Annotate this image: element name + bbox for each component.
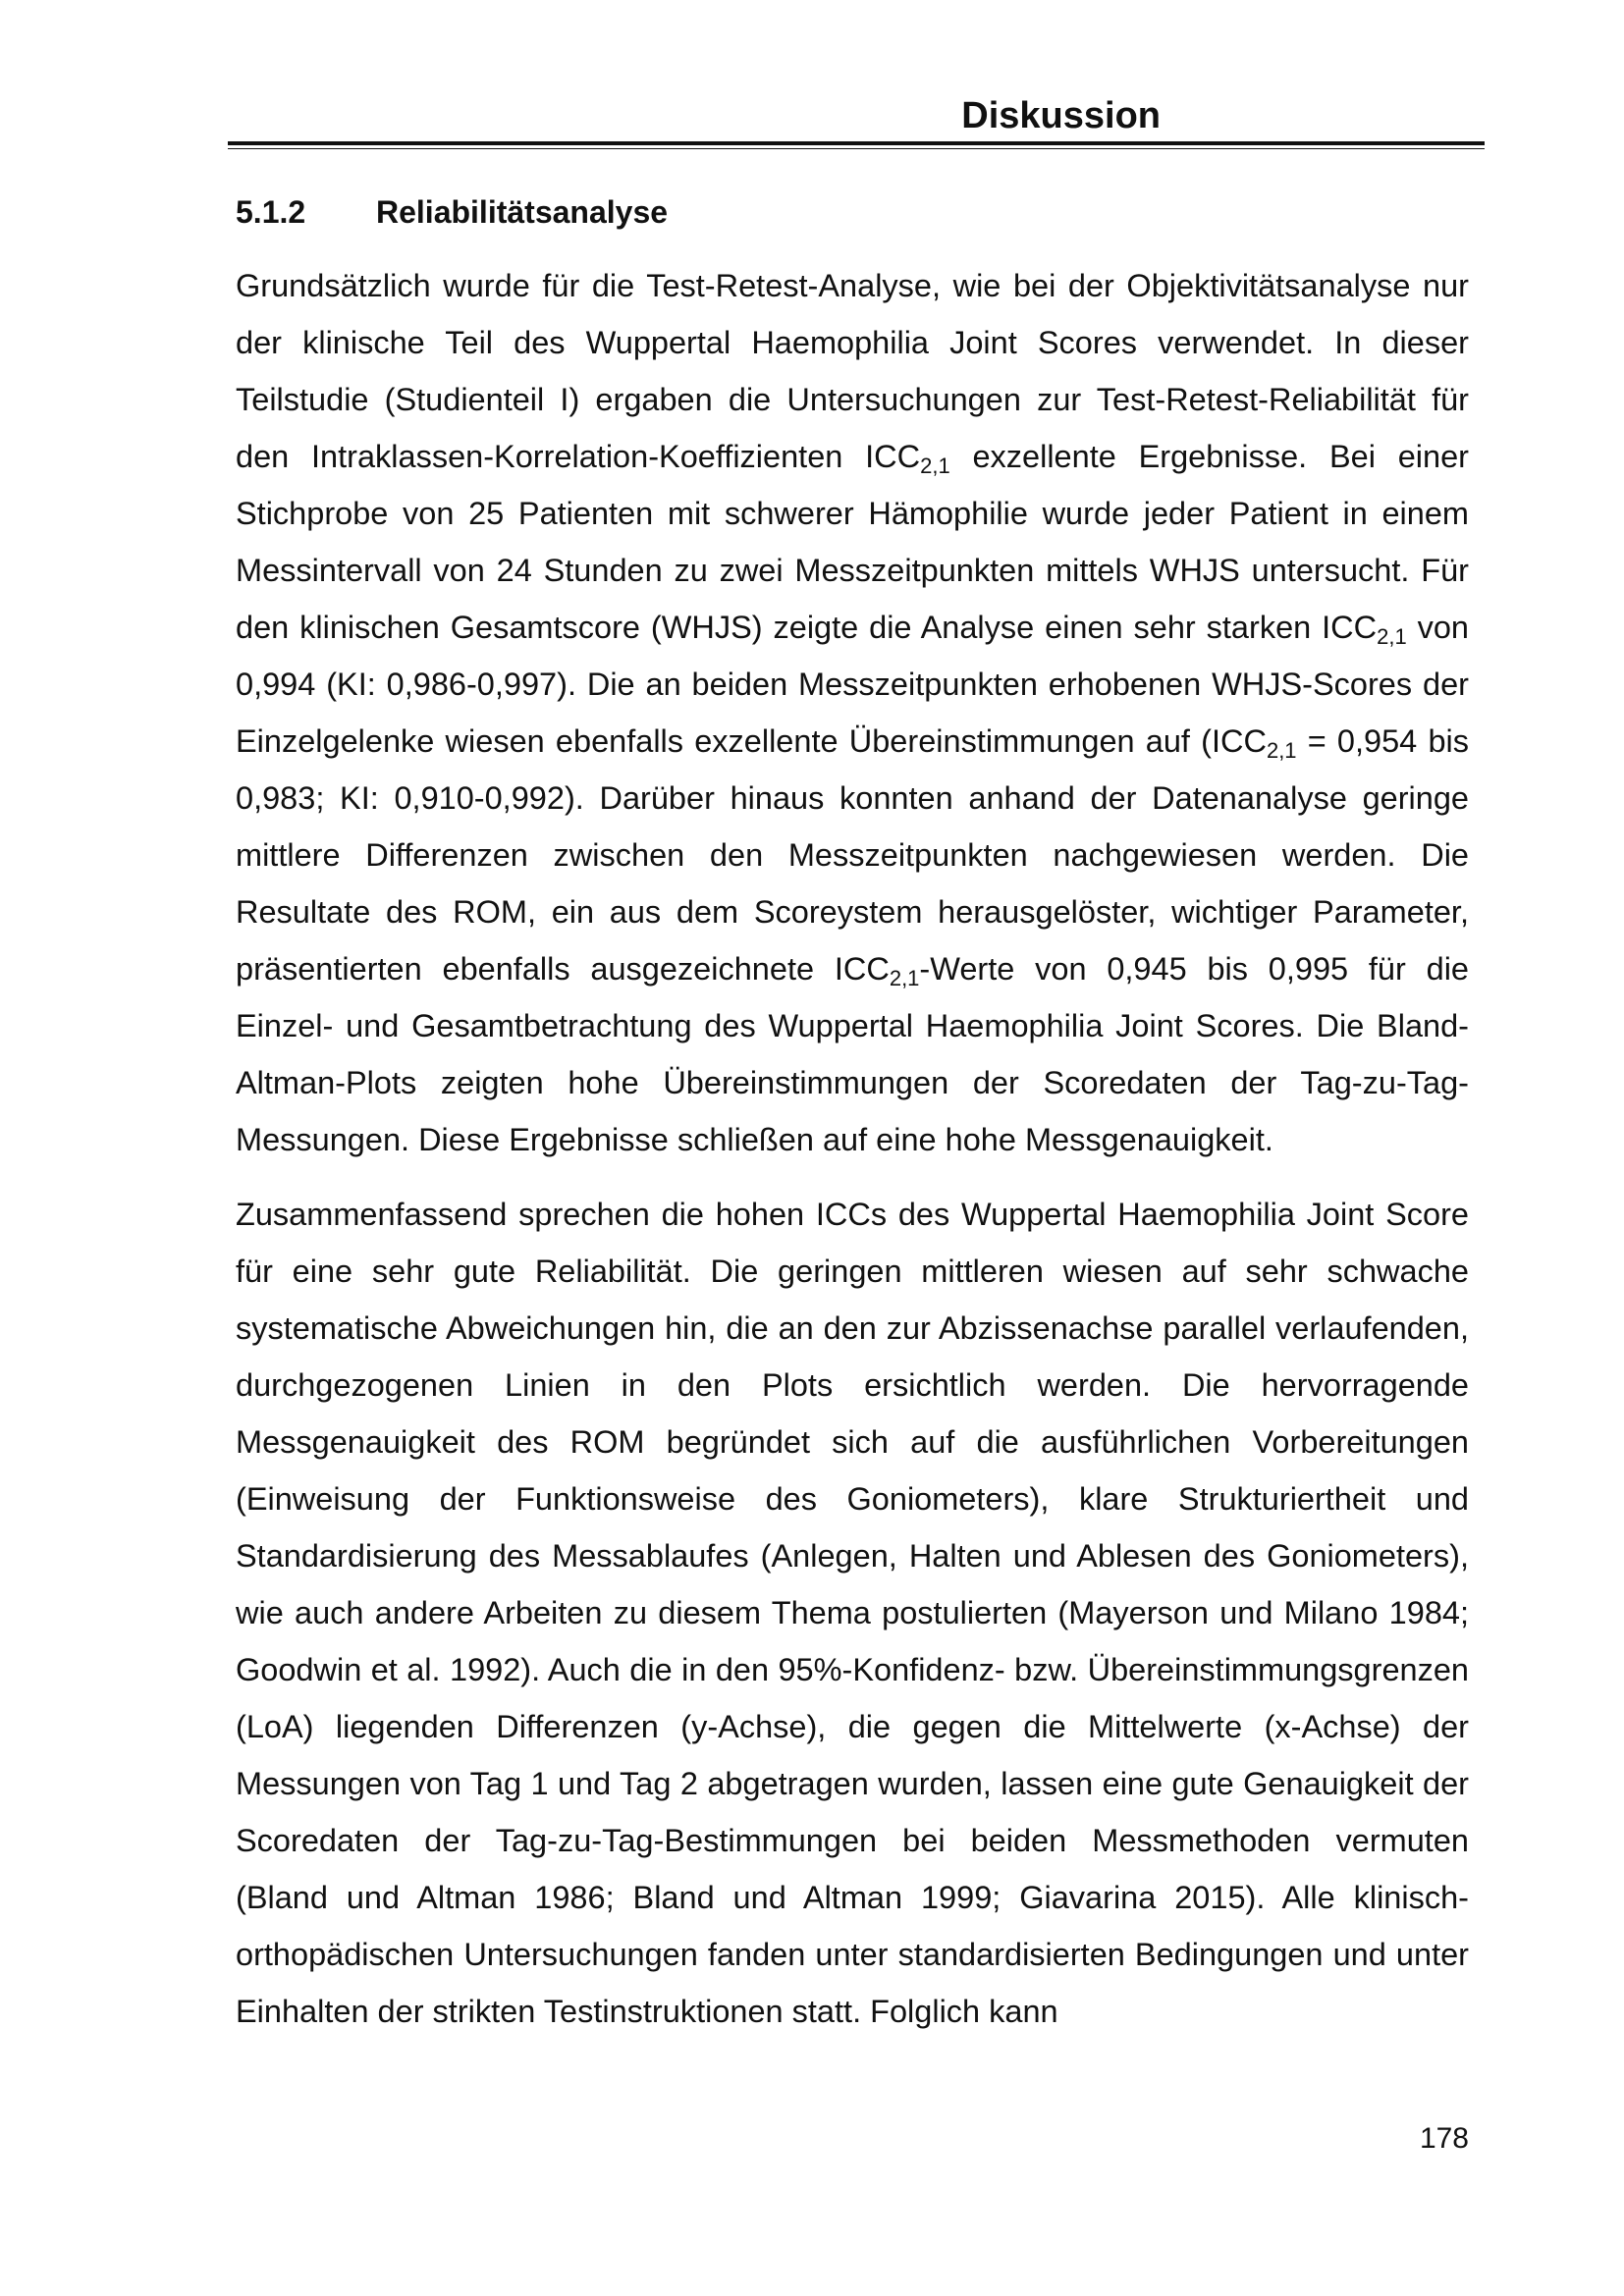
header-rule-thin: [228, 148, 1485, 149]
section-heading: [236, 192, 668, 232]
section-number: 5.1.2: [236, 194, 306, 230]
paragraph-summary: Zusammenfassend sprechen die hohen ICCs des Wuppertal Haemophilia Joint Score für eine sehr gute Reliabilität. Die geringen mittleren wiesen auf sehr schwache systematische Abweichungen hin, die an den zur Abzissenachse parallel verlaufenden, durchgezogenen Linien in den Plots ersichtlich werden. Die hervorragende Messgenauigkeit des ROM begründet sich auf die ausführlichen Vorbereitungen (Einweisung der Funktionsweise des Goniometers), klare Strukturiertheit und Standardisierung des Messablaufes (Anlegen, Halten und Ablesen des Goniometers), wie auch andere Arbeiten zu diesem Thema postulierten (Mayerson und Milano 1984; Goodwin et al. 1992). Auch die in den 95%-Konfidenz- bzw. Übereinstimmungsgrenzen (LoA) liegenden Differenzen (y-Achse), die gegen die Mittelwerte (x-Achse) der Messungen von Tag 1 und Tag 2 abgetragen wurden, lassen eine gute Genauigkeit der Scoredaten der Tag-zu-Tag-Bestimmungen bei beiden Messmethoden vermuten (Bland und Altman 1986; Bland und Altman 1999; Giavarina 2015). Alle klinisch-orthopädischen Untersuchungen fanden unter standardisierten Bedingungen und unter Einhalten der strikten Testinstruktionen statt. Folglich kann: [236, 1197, 1469, 2029]
icc-subscript: 2,1: [1266, 738, 1297, 763]
icc-subscript: 2,1: [1377, 624, 1407, 649]
paragraph-1-part-3: von 0,994 (KI: 0,986-0,997). Die an beiden Messzeitpunkten erhobenen WHJS-Scores der Einzelgelenke wiesen ebenfalls exzellente Übereinstimmungen auf (ICC: [236, 610, 1470, 759]
icc-subscript: 2,1: [920, 454, 950, 478]
page-number: 178: [1419, 2122, 1469, 2155]
header-rule-thick: [228, 141, 1485, 145]
paragraph-1-part-1: Grundsätzlich wurde für die Test-Retest-Analyse, wie bei der Objektivitätsanalyse nur der klinische Teil des Wuppertal Haemophilia Joint Scores verwendet. In dieser Teilstudie (Studienteil I) ergaben die Untersuchungen zur Test-Retest-Reliabilität für den Intraklassen-Korrelation-Koeffizienten ICC: [236, 268, 1469, 474]
section-title: Reliabilitätsanalyse: [376, 194, 669, 230]
paragraph-1-part-5: -Werte von 0,945 bis 0,995 für die Einzel- und Gesamtbetrachtung des Wuppertal Haemophilia Joint Scores. Die Bland-Altman-Plots zeigten hohe Übereinstimmungen der Scoredaten der Tag-zu-Tag-Messungen. Diese Ergebnisse schließen auf eine hohe Messgenauigkeit.: [236, 951, 1469, 1157]
paragraph-1-part-4: = 0,954 bis 0,983; KI: 0,910-0,992). Darüber hinaus konnten anhand der Datenanalyse geringe mittlere Differenzen zwischen den Messzeitpunkten nachgewiesen werden. Die Resultate des ROM, ein aus dem Scoreystem herausgelöster, wichtiger Parameter, präsentierten ebenfalls ausgezeichnete ICC: [236, 723, 1469, 987]
paragraph-1-part-2: exzellente Ergebnisse. Bei einer Stichprobe von 25 Patienten mit schwerer Hämophilie wurde jeder Patient in einem Messintervall von 24 Stunden zu zwei Messzeitpunkten mittels WHJS untersucht. Für den klinischen Gesamtscore (WHJS) zeigte die Analyse einen sehr starken ICC: [236, 439, 1469, 645]
paragraph-reliability-results: [236, 257, 1469, 1168]
chapter-header-title: Diskussion: [961, 95, 1161, 136]
body-text: [236, 257, 1469, 2040]
icc-subscript: 2,1: [889, 966, 920, 990]
